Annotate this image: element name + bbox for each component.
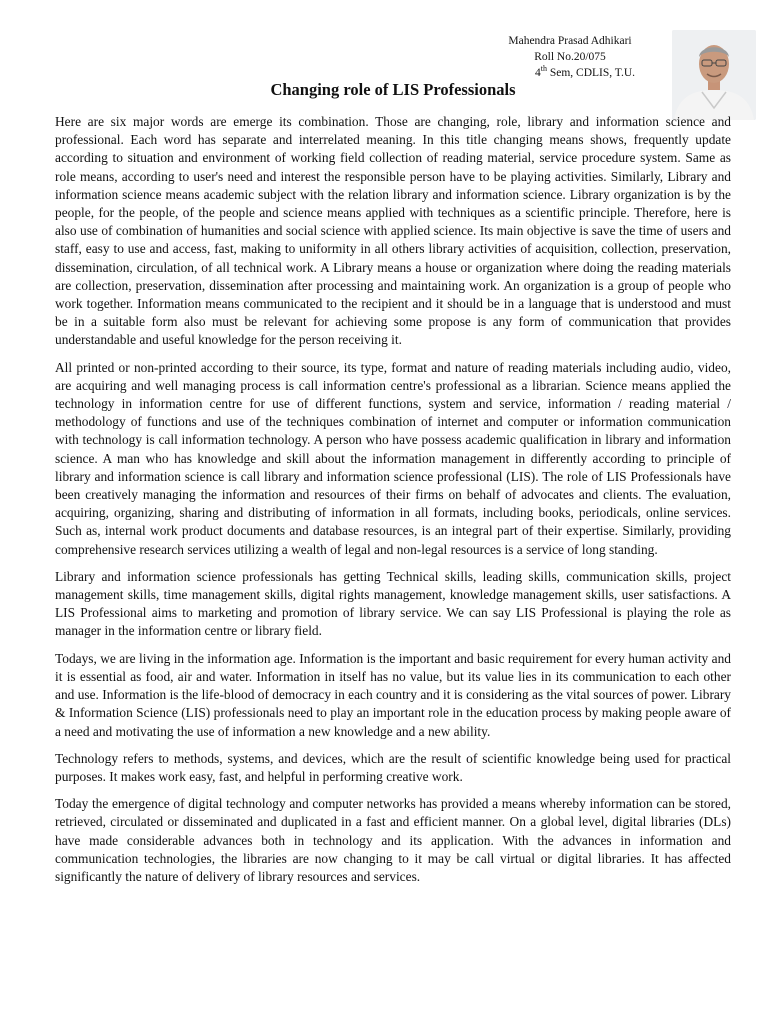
page-title: Changing role of LIS Professionals (270, 80, 516, 99)
semester-number: 4 (534, 67, 541, 79)
semester-rest: Sem, CDLIS, T.U. (546, 67, 636, 79)
author-photo (672, 30, 756, 120)
author-portrait-icon (672, 30, 756, 120)
roll-number: Roll No.20/075 (534, 51, 606, 63)
paragraph: Today the emergence of digital technology and computer networks has provided a means whereby information can be stored, retrieved, circulated or disseminated and duplicated in a fast and efficient manner. On a global level, digital libraries (DLs) have made considerable advances both in technology and its application. With the advances in information and communication technologies, the libraries are now changing to it may be call virtual or digital libraries. It has affected significantly the nature of delivery of library resources and services. (55, 796, 731, 884)
author-name: Mahendra Prasad Adhikari (508, 35, 632, 47)
semester-suffix: th (540, 64, 547, 74)
paragraph: Technology refers to methods, systems, and devices, which are the result of scientific knowledge being used for practical purposes. It makes work easy, fast, and helpful in performing creative work. (55, 750, 731, 784)
paragraph: All printed or non-printed according to their source, its type, format and nature of reading materials including audio, video, are acquiring and well managing process is call information centre's professional as a librarian. Science means applied the technology in information centre for use of different functions, system and service, information / reading material / methodology of functions and use of the techniques combination of internet and computer or information communication with technology is call information technology. A person who have possess academic qualification in library and information science. A man who has knowledge and skill about the information management in differently according to principle of library and information science is call library and information science professional (LIS). The role of LIS Professionals have been creatively managing the information and resources of their firms on behalf of advocates and clients. The evaluation, acquiring, organizing, sharing and distributing of information in all formats, including books, periodicals, online services. Such as, internal work product documents and database resources, is an integral part of their expertise. Similarly, providing comprehensive research services utilizing a wealth of legal and non-legal resources is a service of long standing. (55, 359, 731, 557)
author-block (470, 33, 670, 81)
paragraph: Here are six major words are emerge its combination. Those are changing, role, library and information science and professional. Each word has separate and interrelated meaning. In this title changing means shows, frequently update according to situation and environment of working field collection of reading material, service procedure system. Same as role means, according to user's need and interest the responsible person have to be playing activities. Similarly, Library and information science means academic subject with the relation library and information science. Library organization is by the people, for the people, of the people and science means applied with techniques as a scientific principle. Therefore, here is also use of combination of humanities and social science with applied science. Its main objective is save the time of users and staff, easy to use and access, fast, making to uniformity in all others library activities of acquisition, collection, preservation, dissemination, circulation, of all technical work. A Library means a house or organization where doing the reading materials are collection, preservation, dissemination after processing and maintaining work. An organization is a group of people who work together. Information means communicated to the recipient and it should be in a language that is understood and must be in a suitable form also must be relevant for achieving some propose is any form of communication that provides understandable and useful knowledge for the person receiving it. (55, 114, 731, 348)
article-body (55, 113, 731, 895)
paragraph: Library and information science professionals has getting Technical skills, leading skills, communication skills, project management skills, time management skills, digital rights management, knowledge management skills, user satisfactions. A LIS Professional aims to marketing and promotion of library service. We can say LIS Professional is playing the role as manager in the information centre or library field. (55, 568, 731, 639)
semester-info (470, 65, 670, 81)
paragraph: Todays, we are living in the information age. Information is the important and basic requirement for every human activity and it is essential as food, air and water. Information in itself has no value, but its value lies in its communication to each other and use. Information is the life-blood of democracy in each country and it is considering as the vital sources of power. Library & Information Science (LIS) professionals need to play an important role in the education process by making people aware of a need and motivating the use of information a new knowledge and a new ability. (55, 650, 731, 739)
